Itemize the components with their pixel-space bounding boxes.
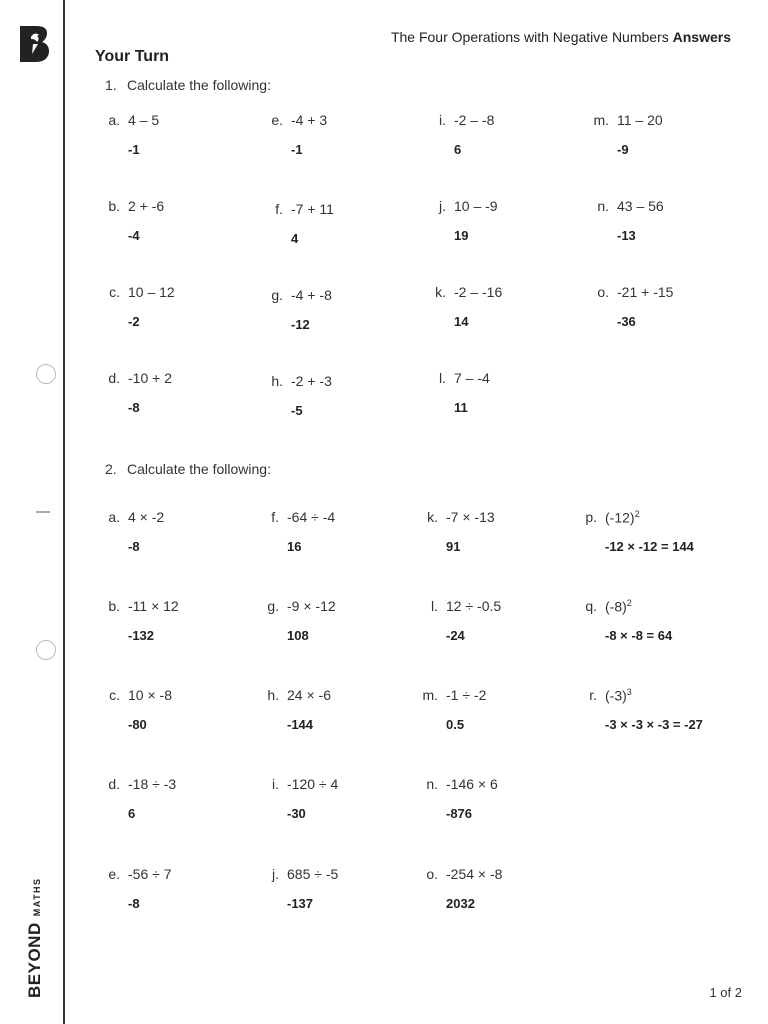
exercise-q2-b [108,598,179,614]
exercise-label: h. [267,687,279,703]
exercise-q2-l [431,598,502,614]
exercise-expression: 2 + -6 [128,198,165,214]
exercise-q1-c [109,284,175,300]
exercise-expression: -254 × -8 [446,866,503,882]
question-2-title [105,461,271,477]
exercise-q1-f [275,201,334,217]
exercise-answer: 4 [291,231,299,246]
exercise-q2-i [272,776,339,792]
exercise-expression: 4 × -2 [128,509,165,525]
page-header [391,29,731,45]
punch-hole-1 [36,364,56,384]
exercise-answer: -3 × -3 × -3 = -27 [605,717,703,732]
header-title: The Four Operations with Negative Numbers [390,29,669,45]
exercise-label: d. [108,370,120,386]
exercise-q2-d [108,776,177,792]
exercise-label: i. [439,112,446,128]
exercise-expression: -11 × 12 [128,598,179,614]
exercise-q1-o [597,284,674,300]
question-1-title [105,77,271,93]
exercise-expression: 10 – -9 [454,198,498,214]
question-text: Calculate the following: [127,77,271,93]
exercise-expression: 43 – 56 [617,198,664,214]
exercise-q2-n [426,776,498,792]
exercise-label: b. [108,198,120,214]
exercise-expression: 10 – 12 [128,284,175,300]
exercise-q2-h [267,687,331,703]
exercise-answer: -132 [128,628,155,643]
exercise-q2-p [585,509,640,526]
exercise-q2-k [427,509,495,525]
exercise-label: c. [109,687,120,703]
exercise-answer: -12 [291,317,310,332]
center-mark [36,511,50,513]
exercise-answer: -8 [128,896,140,911]
exercise-label: e. [108,866,120,882]
exercise-expression: -2 – -16 [454,284,503,300]
exercise-expression: -10 + 2 [128,370,172,386]
exercise-expression: 12 ÷ -0.5 [446,598,502,614]
exercise-label: n. [597,198,609,214]
exercise-q2-r [589,687,632,704]
question-text: Calculate the following: [127,461,271,477]
exercise-answer: -4 [128,228,140,243]
exercise-expression: -4 + -8 [291,287,332,303]
exercise-answer: -8 × -8 = 64 [605,628,673,643]
exercise-label: f. [275,201,283,217]
exercise-answer: -1 [128,142,140,157]
beyond-logo-icon [16,24,50,64]
exercise-label: e. [271,112,283,128]
exercise-expression: 4 – 5 [128,112,160,128]
exercise-q1-d [108,370,172,386]
exercise-answer: 2032 [446,896,475,911]
punch-hole-2 [36,640,56,660]
exercise-answer: -876 [446,806,473,821]
exercise-label: a. [108,112,120,128]
exercise-expression: -7 + 11 [291,201,334,217]
exercise-q1-n [597,198,664,214]
question-number: 2. [105,461,117,477]
exponent: 2 [626,598,632,608]
exercise-q1-e [271,112,328,128]
exercise-answer: -13 [617,228,636,243]
exercise-expression: -7 × -13 [446,509,495,525]
exercise-answer: -36 [617,314,636,329]
exercise-q1-b [108,198,165,214]
exercise-q2-e [108,866,172,882]
brand-wordmark [25,877,45,998]
exercise-label: n. [426,776,438,792]
exercise-label: a. [108,509,120,525]
exercise-expression: -18 ÷ -3 [128,776,177,792]
exercise-answer: 16 [287,539,302,554]
exercise-label: i. [272,776,279,792]
exercise-answer: -137 [287,896,314,911]
exercise-answer: -8 [128,400,140,415]
exercise-label: q. [585,598,597,614]
exercise-label: l. [431,598,438,614]
exercise-label: b. [108,598,120,614]
exercise-q2-c [109,687,172,703]
exercise-q2-m [422,687,487,703]
margin-rule [63,0,65,1024]
exercise-q1-a [108,112,160,128]
section-heading: Your Turn [95,48,170,65]
exercise-q1-i [439,112,495,128]
exercise-expression: -56 ÷ 7 [128,866,172,882]
exercise-answer: -144 [287,717,314,732]
exercise-answer: 6 [128,806,136,821]
exercise-expression: -2 – -8 [454,112,495,128]
exercise-q2-o [426,866,503,882]
exercise-q2-q [585,598,632,615]
exercise-expression: (-12) [605,509,635,526]
page-number: 1 of 2 [709,985,742,1000]
exercise-expression: -120 ÷ 4 [287,776,339,792]
exponent: 3 [626,687,632,697]
exercise-expression: -64 ÷ -4 [287,509,336,525]
exercise-expression: -4 + 3 [291,112,328,128]
exercise-answer: 0.5 [446,717,465,732]
exercise-answer: 19 [454,228,469,243]
exercise-expression: 7 – -4 [454,370,490,386]
exercise-label: d. [108,776,120,792]
exercise-answer: -2 [128,314,140,329]
exercise-answer: 11 [454,400,468,415]
brand-word-2: MATHS [32,877,42,917]
exercise-answer: -8 [128,539,140,554]
exercise-label: g. [271,287,283,303]
exercise-label: r. [589,687,597,703]
exercise-expression: -21 + -15 [617,284,674,300]
exercise-label: k. [435,284,446,300]
exercise-expression: (-8) [605,598,627,615]
exercise-answer: -5 [291,403,303,418]
exercise-label: h. [271,373,283,389]
exercise-label: o. [597,284,609,300]
exercise-label: o. [426,866,438,882]
exercise-answer: 14 [454,314,469,329]
exercise-label: j. [439,198,446,214]
exercise-answer: 6 [454,142,462,157]
exercise-q2-f [271,509,336,525]
exercise-answer: -9 [617,142,629,157]
exercise-expression: -1 ÷ -2 [446,687,487,703]
exercise-q2-a [108,509,165,525]
exercise-label: g. [267,598,279,614]
exercise-expression: -146 × 6 [446,776,498,792]
exercise-answer: 108 [287,628,309,643]
exercise-answer: -30 [287,806,306,821]
exercise-expression: 11 – 20 [617,112,663,128]
exercise-answer: -80 [128,717,147,732]
exercise-q1-m [593,112,663,128]
exercise-expression: 24 × -6 [287,687,331,703]
exercise-answer: -24 [446,628,465,643]
exercise-answer: -1 [291,142,303,157]
exponent: 2 [634,509,640,519]
exercise-q1-g [271,287,332,303]
exercise-label: p. [585,509,597,525]
exercise-expression: 10 × -8 [128,687,172,703]
question-number: 1. [105,77,117,93]
brand-word-1: BEYOND [25,922,44,998]
exercise-label: m. [593,112,609,128]
exercise-label: l. [439,370,446,386]
exercise-q1-k [435,284,503,300]
exercise-label: m. [422,687,438,703]
exercise-expression: -2 + -3 [291,373,332,389]
exercise-label: c. [109,284,120,300]
exercise-label: j. [272,866,279,882]
exercise-expression: -9 × -12 [287,598,336,614]
exercise-expression: 685 ÷ -5 [287,866,339,882]
exercise-q2-j [272,866,339,882]
exercise-q1-h [271,373,332,389]
exercise-answer: 91 [446,539,461,554]
header-title-bold: Answers [672,29,731,45]
exercise-q1-l [439,370,490,386]
exercise-q1-j [439,198,498,214]
exercise-answer: -12 × -12 = 144 [605,539,694,554]
exercise-label: k. [427,509,438,525]
exercise-label: f. [271,509,279,525]
exercise-q2-g [267,598,336,614]
exercise-expression: (-3) [605,687,627,704]
